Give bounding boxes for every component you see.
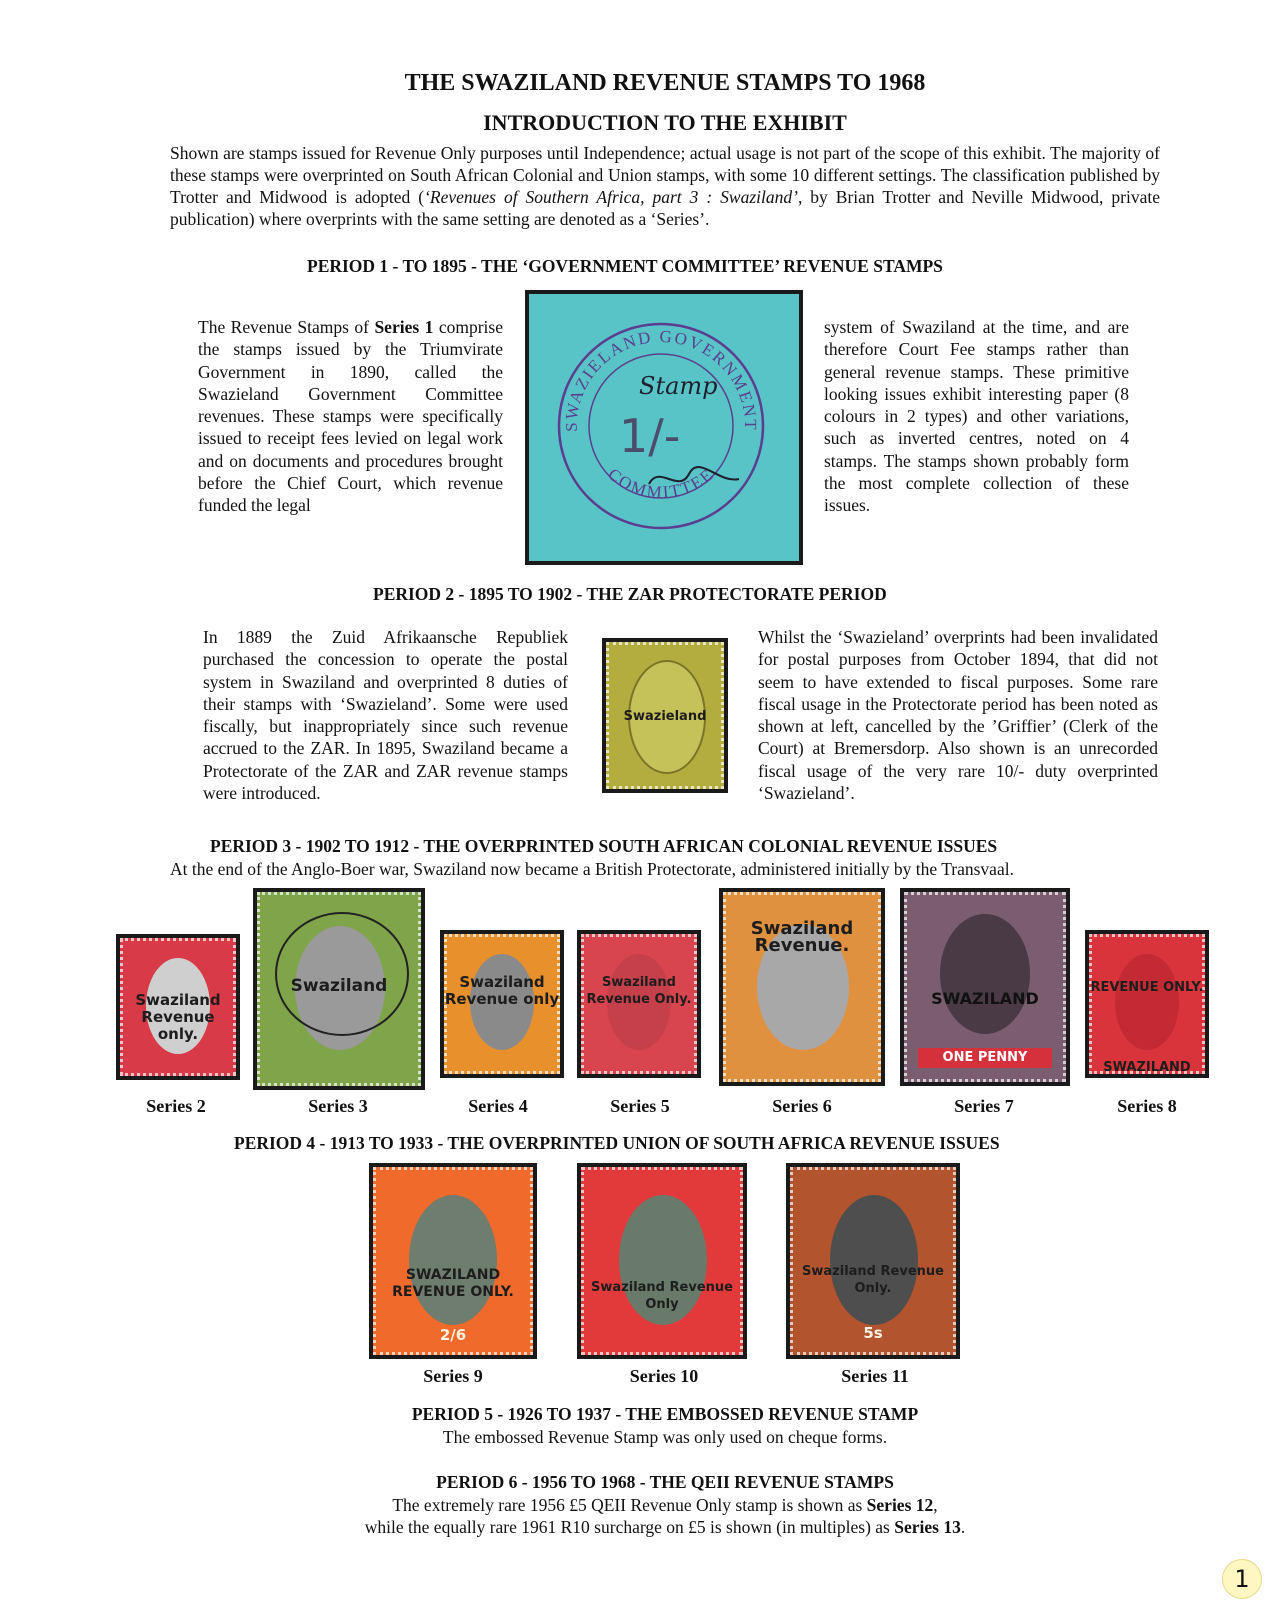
series9-caption: Series 9 — [423, 1366, 483, 1386]
intro-text-1: Shown are stamps issued for Revenue Only purposes until Independence; actual usage is not part of the scope of this exhibit. The majority of these stamps were overprinted on South African Colonial and Union stamps, with some 10 different settings. The classification published by Trotter and Midwood is adopted ( — [170, 143, 1160, 207]
series4-caption: Series 4 — [468, 1096, 528, 1116]
stamp-handwritten-word: Stamp — [639, 372, 718, 400]
series9-stamp-image — [369, 1163, 537, 1359]
period2-left-text: In 1889 the Zuid Afrikaansche Republiek purchased the concession to operate the postal system in Swaziland and overprinted 8 duties of their stamps with ‘Swazieland’. Some were used fiscally, but inappropriately since such revenue accrued to the ZAR. In 1895, Swaziland became a Protectorate of the ZAR and ZAR revenue stamps were introduced. — [203, 627, 568, 804]
period1-heading: PERIOD 1 - TO 1895 - THE ‘GOVERNMENT COMMITTEE’ REVENUE STAMPS — [307, 256, 943, 276]
period5-subtext: The embossed Revenue Stamp was only used on cheque forms. — [442, 1427, 888, 1447]
stamp-ring-top-text: SWAZIELAND GOVERNMENT — [561, 326, 761, 432]
period6-heading: PERIOD 6 - 1956 TO 1968 - THE QEII REVENUE STAMPS — [436, 1472, 894, 1492]
period1-right-text: system of Swaziland at the time, and are therefore Court Fee stamps rather than general revenue stamps. These primitive looking issues exhibit interesting paper (8 colours in 2 types) and other variations, such as inverted centres, noted on 4 stamps. The stamps shown probably form the most complete collection of these issues. — [824, 317, 1129, 516]
series2-caption: Series 2 — [146, 1096, 206, 1116]
period1-left-text — [198, 316, 503, 517]
series8-caption: Series 8 — [1117, 1096, 1177, 1116]
series5-caption: Series 5 — [610, 1096, 670, 1116]
svg-text:COMMITTEE — [604, 464, 717, 502]
series5-stamp-image — [577, 930, 701, 1078]
series8-stamp-image — [1085, 930, 1209, 1078]
series4-stamp-image — [440, 930, 564, 1078]
series3-stamp-image — [253, 888, 425, 1090]
period6-line2-a: while the equally rare 1961 R10 surcharge on £5 is shown (in multiples) as — [364, 1517, 895, 1537]
intro-book-title: ‘Revenues of Southern Africa, part 3 : Swaziland’ — [424, 187, 798, 207]
series3-caption: Series 3 — [308, 1096, 368, 1116]
period1-left-a: The Revenue Stamps of — [198, 317, 375, 337]
series7-stamp-image — [900, 888, 1070, 1086]
period3-heading: PERIOD 3 - 1902 TO 1912 - THE OVERPRINTED SOUTH AFRICAN COLONIAL REVENUE ISSUES — [210, 836, 998, 856]
stamp-ring-bottom-text: COMMITTEE — [604, 464, 718, 503]
period6-line2-c: . — [960, 1517, 966, 1537]
period1-series-label: Series 1 — [374, 317, 434, 337]
series11-stamp-image — [786, 1163, 960, 1359]
period5-heading: PERIOD 5 - 1926 TO 1937 - THE EMBOSSED REVENUE STAMP — [411, 1404, 919, 1424]
period6-series13: Series 13 — [894, 1517, 961, 1537]
period6-line1-c: , — [933, 1495, 938, 1515]
period2-right-text: Whilst the ‘Swazieland’ overprints had been invalidated for postal purposes from October 1894, that did not seem to have extended to fiscal purposes. Some rare fiscal usage in the Protectorate period has been noted as shown at left, cancelled by the ’Griffier’ (Clerk of the Court) at Bremersdorp. Also shown is an unrecorded fiscal usage of the very rare 10/- duty overprinted ‘Swazieland’. — [758, 627, 1158, 804]
period1-left-b: comprise the stamps issued by the Triumvirate Government in 1890, called the Swazieland Government Committee revenues. These stamps were specifically issued to receipt fees levied on legal work and on documents and procedures brought before the Chief Court, which revenue funded the legal — [198, 317, 503, 516]
period6-line1-a: The extremely rare 1956 £5 QEII Revenue Only stamp is shown as — [392, 1495, 867, 1515]
series4-overprint: Swaziland Revenue only — [444, 973, 560, 1008]
stamp-value: 1/- — [619, 409, 681, 463]
intro-paragraph — [170, 142, 1160, 230]
period2-stamp-overprint: Swazieland — [623, 709, 707, 724]
series7-value-label: ONE PENNY — [918, 1048, 1052, 1068]
series9-value: 2/6 — [439, 1326, 467, 1344]
period6-series12: Series 12 — [866, 1495, 934, 1515]
series6-caption: Series 6 — [772, 1096, 832, 1116]
series3-overprint: Swaziland — [290, 976, 388, 996]
page-title: THE SWAZILAND REVENUE STAMPS TO 1968 — [404, 70, 926, 96]
series10-stamp-image — [577, 1163, 747, 1359]
period4-heading: PERIOD 4 - 1913 TO 1933 - THE OVERPRINTED UNION OF SOUTH AFRICA REVENUE ISSUES — [234, 1133, 1000, 1153]
series2-stamp-image — [116, 934, 240, 1080]
series11-caption: Series 11 — [841, 1366, 909, 1386]
series8-overprint: REVENUE ONLY. SWAZILAND — [1090, 980, 1204, 1075]
page-number: 1 — [1222, 1559, 1262, 1599]
period2-stamp-image — [602, 638, 728, 793]
page-subtitle: INTRODUCTION TO THE EXHIBIT — [483, 110, 847, 135]
series11-value: 5s — [863, 1324, 883, 1342]
period1-stamp-image — [525, 290, 803, 565]
series2-overprint: Swaziland Revenue only. — [135, 991, 221, 1043]
government-committee-stamp — [529, 294, 799, 561]
series6-stamp-image — [719, 888, 885, 1086]
period3-subtext: At the end of the Anglo-Boer war, Swaziland now became a British Protectorate, administered initially by the Transvaal. — [170, 859, 1014, 879]
series10-overprint: Swaziland Revenue Only — [591, 1280, 733, 1312]
period6-line2 — [0, 1516, 1280, 1538]
series10-caption: Series 10 — [629, 1366, 699, 1386]
period6-line1 — [0, 1494, 1280, 1516]
series9-overprint: SWAZILAND REVENUE ONLY. — [392, 1267, 514, 1300]
series7-overprint: SWAZILAND — [931, 989, 1039, 1008]
series7-caption: Series 7 — [954, 1096, 1014, 1116]
intro-text-2: , by Brian Trotter and Neville Midwood, private publication) where overprints with the same setting are denoted as a ‘Series’. — [170, 187, 1160, 229]
series11-overprint: Swaziland Revenue Only. — [802, 1264, 944, 1296]
series6-overprint: Swaziland Revenue. — [750, 918, 854, 956]
series5-overprint: Swaziland Revenue Only. — [586, 975, 692, 1007]
period2-heading: PERIOD 2 - 1895 TO 1902 - THE ZAR PROTECTORATE PERIOD — [373, 584, 887, 604]
